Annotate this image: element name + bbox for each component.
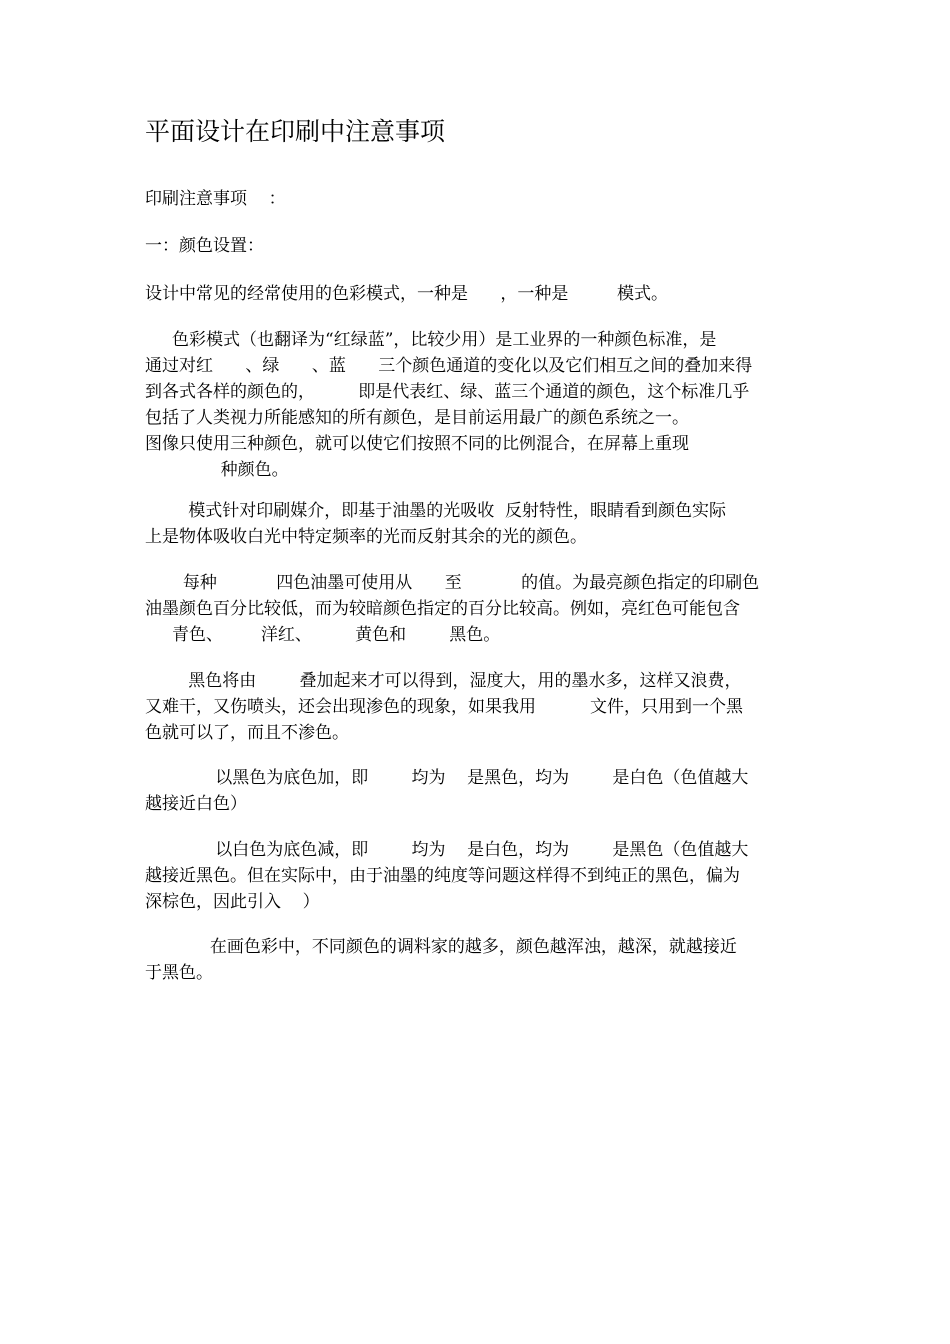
paragraph-line: 设计中常见的经常使用的色彩模式，一种是 ，一种是 模式。	[145, 284, 669, 304]
paragraph-line: 图像只使用三种颜色，就可以使它们按照不同的比例混合，在屏幕上重现	[145, 434, 689, 454]
paragraph-line: 又难干，又伤喷头，还会出现渗色的现象，如果我用 文件，只用到一个黑	[145, 697, 744, 717]
paragraph-cmyk	[145, 498, 808, 550]
section-heading: 印刷注意事项 ：	[145, 189, 286, 209]
paragraph-line: 色就可以了，而且不渗色。	[145, 723, 349, 743]
paragraph-line: 色彩模式（也翻译为“红绿蓝”，比较少用）是工业界的一种颜色标准，是	[145, 330, 717, 350]
paragraph-line: 以白色为底色减，即 均为 是白色，均为 是黑色（色值越大	[145, 840, 749, 860]
paragraph-black	[145, 668, 808, 746]
paragraph-line: 种颜色。	[145, 460, 289, 480]
paragraph-painting	[145, 934, 808, 986]
paragraph-line: 青色、 洋红、 黄色和 黑色。	[145, 625, 501, 645]
paragraph-line: 黑色将由 叠加起来才可以得到，湿度大，用的墨水多，这样又浪费，	[145, 671, 742, 691]
paragraph-line: 通过对红 、绿 、蓝 三个颜色通道的变化以及它们相互之间的叠加来得	[145, 356, 753, 376]
subsection-heading: 一：颜色设置：	[145, 236, 264, 256]
paragraph-line: 模式针对印刷媒介，即基于油墨的光吸收 反射特性，眼睛看到颜色实际	[145, 501, 727, 521]
paragraph-line: 于黑色。	[145, 963, 213, 983]
paragraph-line: 越接近白色）	[145, 794, 247, 814]
paragraph-subtractive	[145, 837, 808, 915]
paragraph-rgb	[145, 327, 808, 483]
paragraph-line: 到各式各样的颜色的， 即是代表红、绿、蓝三个通道的颜色，这个标准几乎	[145, 382, 750, 402]
paragraph-ink-values	[145, 570, 808, 648]
document-title: 平面设计在印刷中注意事项	[145, 117, 446, 146]
paragraph-line: 上是物体吸收白光中特定频率的光而反射其余的光的颜色。	[145, 527, 587, 547]
paragraph-color-modes	[145, 281, 808, 307]
paragraph-line: 包括了人类视力所能感知的所有颜色，是目前运用最广的颜色系统之一。	[145, 408, 689, 428]
paragraph-line: 在画色彩中，不同颜色的调料家的越多，颜色越浑浊，越深，就越接近	[145, 937, 737, 957]
paragraph-line: 油墨颜色百分比较低，而为较暗颜色指定的百分比较高。例如，亮红色可能包含	[145, 599, 740, 619]
paragraph-line: 以黑色为底色加，即 均为 是黑色，均为 是白色（色值越大	[145, 768, 749, 788]
paragraph-additive	[145, 765, 808, 817]
paragraph-line: 越接近黑色。但在实际中，由于油墨的纯度等问题这样得不到纯正的黑色，偏为	[145, 866, 740, 886]
paragraph-line: 每种 四色油墨可使用从 至 的值。为最亮颜色指定的印刷色	[145, 573, 760, 593]
paragraph-line: 深棕色，因此引入 ）	[145, 892, 320, 912]
